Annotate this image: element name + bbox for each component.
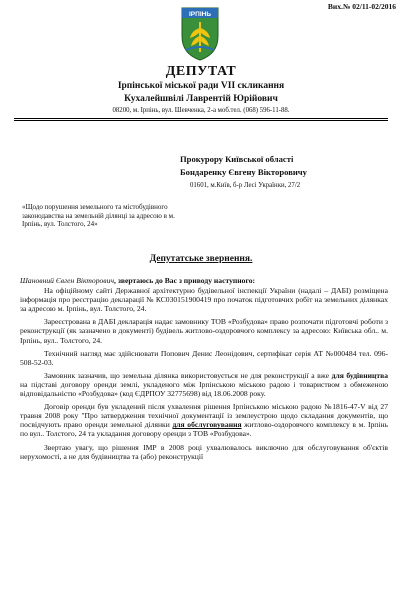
outgoing-reference-number: Вих.№ 02/11-02/2016 <box>327 2 396 11</box>
paragraph-4-emphasis: для будівництва <box>331 370 388 380</box>
paragraph-5 <box>20 402 388 438</box>
emblem-label: ІРПІНЬ <box>189 11 211 18</box>
paragraph-5-emphasis: для обслуговування <box>172 420 242 430</box>
irpin-city-emblem-icon <box>178 6 222 62</box>
greeting <box>20 276 388 285</box>
letter-body <box>20 276 388 465</box>
header-deputy-name: Кухалейшвілі Лаврентій Юрійович <box>124 94 278 104</box>
recipient-line-1: Прокурору Київської області <box>180 154 294 164</box>
paragraph-4-text-a: Замовник зазначив, що земельна ділянка використовується не для реконструкції а вже <box>44 370 332 380</box>
paragraph-4 <box>20 371 388 398</box>
header-address: 08200, м. Ірпінь, вул. Шевченка, 2-а моб.тел. (068) 596-11-88. <box>112 107 290 114</box>
paragraph-4-text-b: на підставі договору оренди землі, укладеного між Ірпінською міською радою і товариством з обмеженою відповідальністю «Розбудова» (код ЄДРПОУ 32775698) від 18.06.2008 року. <box>20 379 388 399</box>
paragraph-5-text-a: Договір оренди був укладений після ухвалення рішення Ірпінською міською радою №1816-47-V від 27 травня 2008 року "Про затвердження технічної документації із землеустрою щодо складання документів, що посвідчують право оренди земельної ділянки <box>20 402 388 430</box>
paragraph-1: На офіційному сайті Державної архітектурно будівельної інспекції України (надалі – ДАБІ) розміщена інформація про реєстрацію декларації № КС030151900419 про початок підготовчих робіт на земельних ділянках за адресою м. Ірпінь, вул. Толстого, 24. <box>20 286 388 314</box>
header-council: Ірпінської міської ради VII скликання <box>117 81 285 91</box>
recipient-address: 01601, м.Київ, б-р Лесі Українки, 27/2 <box>190 182 301 189</box>
document-title: Депутатське звернення. <box>149 254 253 264</box>
header-divider <box>14 118 388 119</box>
paragraph-5-text-b: житлово-оздоровчого комплексу в м. Ірпінь по вул.. Толстого, 24 та укладання договору оренди з ТОВ «Розбудова». <box>20 420 388 439</box>
greeting-text: , звертаюсь до Вас з приводу наступного: <box>114 276 256 285</box>
greeting-addressee: Шановний Євген Вікторович <box>20 276 115 285</box>
paragraph-2: Зареєстрована в ДАБІ декларація надає замовнику ТОВ «Розбудова» право розпочати підготовчі роботи з реконструкції (як зазначено в документі) будівель житлово-оздоровчого комплексу за адресою: Київська обл.. м. Ірпінь, вул.. Толстого, 24. <box>20 317 388 345</box>
paragraph-3: Технічний нагляд має здійснювати Попович Денис Леонідович, сертифікат серія АТ №000484 тел. 096-508-52-03. <box>20 348 388 367</box>
header-divider-second <box>14 120 388 121</box>
recipient-line-2: Бондаренку Євгену Вікторовичу <box>180 167 307 177</box>
paragraph-6: Звертаю увагу, що рішення ІМР в 2008 році ухвалювалось виключно для обслуговування об'єктів нерухомості, а не для будівництва та (або) реконструкції <box>20 442 388 461</box>
header-title: ДЕПУТАТ <box>165 64 237 79</box>
letter-subject: «Щодо порушення земельного та містобудівного законодавства на земельній ділянці за адресою в м. Ірпінь, вул. Толстого, 24» <box>22 203 175 229</box>
